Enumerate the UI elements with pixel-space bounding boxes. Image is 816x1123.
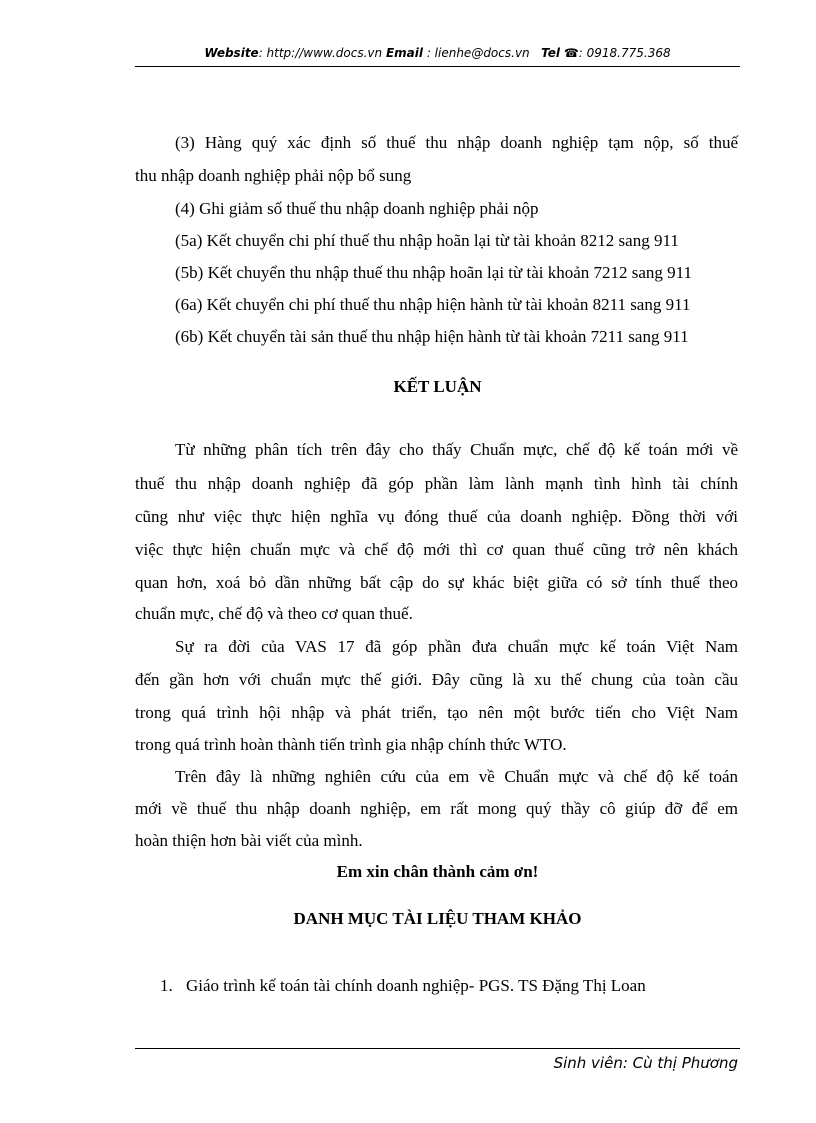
entry-3-line-2: thu nhập doanh nghiệp phải nộp bổ sung	[135, 166, 412, 185]
conclusion-line: hoàn thiện hơn bài viết của mình.	[135, 831, 363, 850]
entry-5b: (5b) Kết chuyển thu nhập thuế thu nhập hoãn lại từ tài khoản 7212 sang 911	[175, 263, 693, 282]
conclusion-heading: KẾT LUẬN	[393, 377, 482, 396]
conclusion-line: việc thực hiện chuẩn mực và chế độ mới thì cơ quan thuế cũng trở nên khách	[135, 540, 738, 559]
page-header	[135, 46, 740, 60]
thanks-line: Em xin chân thành cảm ơn!	[336, 862, 539, 881]
conclusion-line: mới về thuế thu nhập doanh nghiệp, em rất mong quý thầy cô giúp đỡ để em	[135, 799, 738, 818]
conclusion-line: Từ những phân tích trên đây cho thấy Chuẩn mực, chế độ kế toán mới về	[175, 440, 738, 459]
conclusion-line: trong quá trình hội nhập và phát triển, tạo nên một bước tiến cho Việt Nam	[135, 703, 738, 722]
conclusion-line: thuế thu nhập doanh nghiệp đã góp phần làm lành mạnh tình hình tài chính	[135, 474, 738, 493]
tel-value: : 0918.775.368	[578, 46, 671, 60]
reference-number: 1.	[160, 976, 173, 995]
entry-4: (4) Ghi giảm số thuế thu nhập doanh nghiệp phải nộp	[175, 199, 539, 218]
conclusion-line: Trên đây là những nghiên cứu của em về Chuẩn mực và chế độ kế toán	[175, 767, 738, 786]
email-label: Email	[385, 46, 423, 60]
entry-6b: (6b) Kết chuyển tài sản thuế thu nhập hiện hành từ tài khoản 7211 sang 911	[175, 327, 689, 346]
footer-divider	[135, 1048, 740, 1049]
header-divider	[135, 66, 740, 67]
tel-label: Tel	[541, 46, 560, 60]
conclusion-line: cũng như việc thực hiện nghĩa vụ đóng thuế của doanh nghiệp. Đồng thời với	[135, 507, 738, 526]
page-footer: Sinh viên: Cù thị Phương	[553, 1054, 738, 1072]
entry-3-line-1: (3) Hàng quý xác định số thuế thu nhập doanh nghiệp tạm nộp, số thuế	[175, 133, 738, 152]
website-label: Website	[204, 46, 259, 60]
phone-icon: ☎	[563, 46, 579, 60]
references-heading: DANH MỤC TÀI LIỆU THAM KHẢO	[293, 909, 582, 928]
conclusion-line: quan hơn, xoá bỏ dần những bất cập do sự khác biệt giữa có sở tính thuế theo	[135, 573, 738, 592]
entry-5a: (5a) Kết chuyển chi phí thuế thu nhập hoãn lại từ tài khoản 8212 sang 911	[175, 231, 679, 250]
entry-6a: (6a) Kết chuyển chi phí thuế thu nhập hiện hành từ tài khoản 8211 sang 911	[175, 295, 691, 314]
conclusion-line: Sự ra đời của VAS 17 đã góp phần đưa chuẩn mực kế toán Việt Nam	[175, 637, 738, 656]
email-value: : lienhe@docs.vn	[423, 46, 530, 60]
website-value: : http://www.docs.vn	[258, 46, 383, 60]
reference-item: Giáo trình kế toán tài chính doanh nghiệp- PGS. TS Đặng Thị Loan	[186, 976, 646, 995]
conclusion-line: trong quá trình hoàn thành tiến trình gia nhập chính thức WTO.	[135, 735, 567, 754]
conclusion-line: đến gần hơn với chuẩn mực thế giới. Đây cũng là xu thế chung của toàn cầu	[135, 670, 738, 689]
conclusion-line: chuẩn mực, chế độ và theo cơ quan thuế.	[135, 604, 413, 623]
